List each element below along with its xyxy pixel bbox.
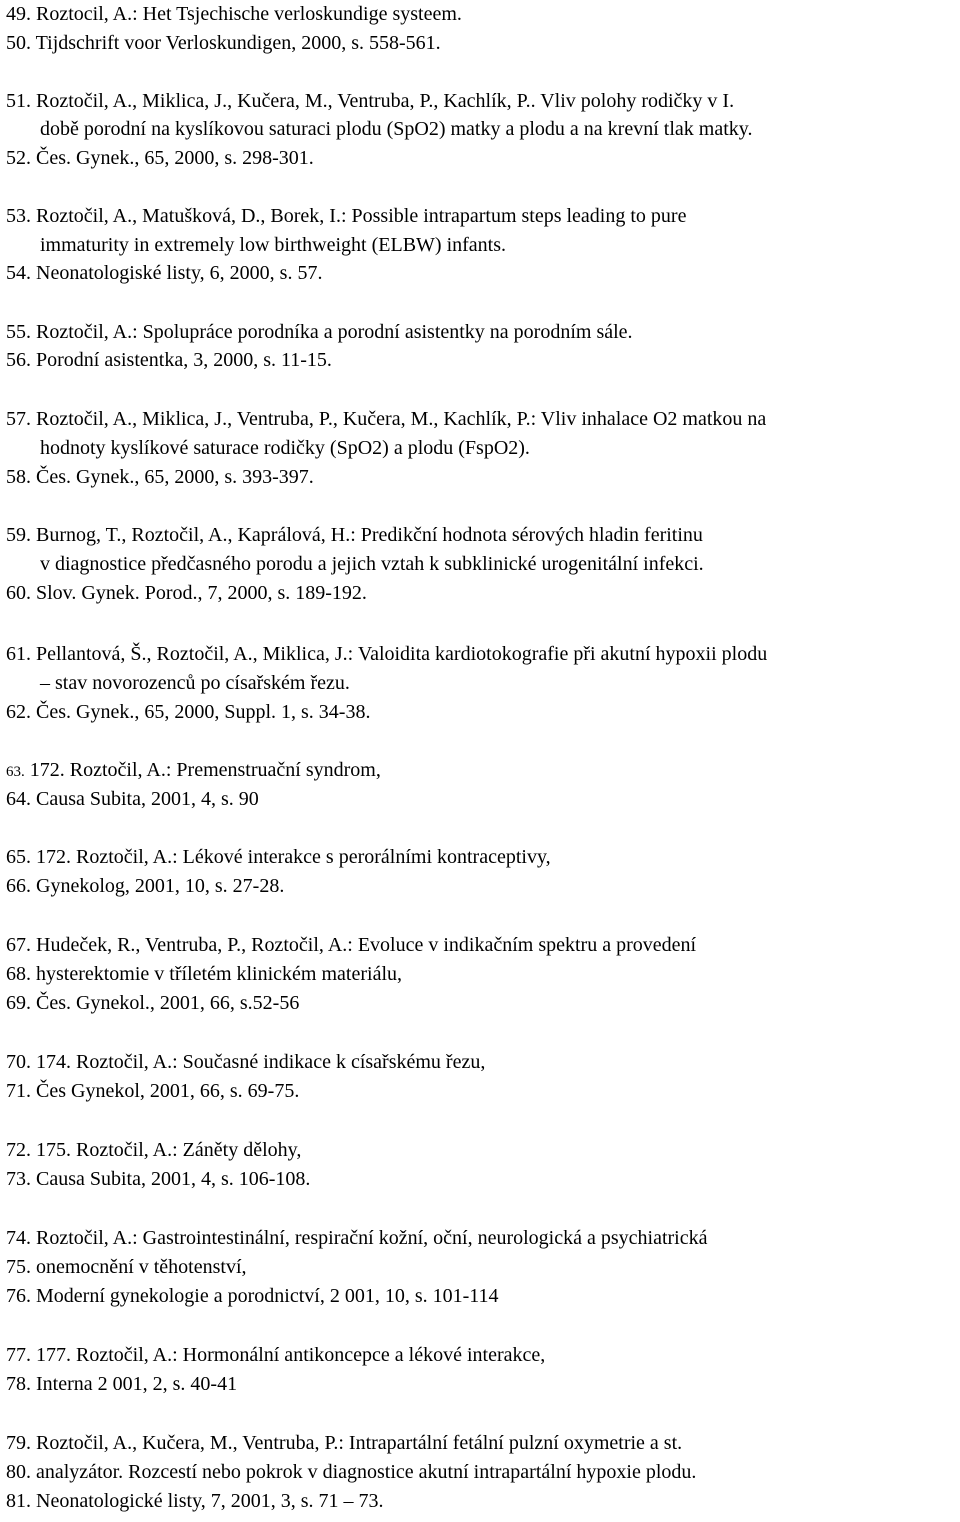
item-number: 57. <box>6 408 31 430</box>
item-number: 68. <box>6 963 31 985</box>
item-text: Causa Subita, 2001, 4, s. 90 <box>36 788 259 810</box>
list-item <box>6 31 441 55</box>
list-item <box>6 465 314 489</box>
item-text: Hudeček, R., Ventruba, P., Roztočil, A.: Evoluce v indikačním spektru a provedení <box>36 934 697 956</box>
list-item-continuation <box>40 233 506 257</box>
item-text: Causa Subita, 2001, 4, s. 106-108. <box>36 1168 311 1190</box>
item-text: Čes. Gynek., 65, 2000, s. 393-397. <box>36 466 314 488</box>
item-number: 56. <box>6 349 31 371</box>
item-number: 59. <box>6 524 31 546</box>
item-text: immaturity in extremely low birthweight (ELBW) infants. <box>40 234 507 256</box>
item-number: 72. <box>6 1139 31 1161</box>
item-number: 52. <box>6 147 31 169</box>
list-item-continuation <box>40 436 530 460</box>
item-number: 70. <box>6 1051 31 1073</box>
list-item <box>6 581 367 605</box>
item-number: 69. <box>6 992 31 1014</box>
list-item <box>6 1489 384 1513</box>
list-item <box>6 787 259 811</box>
list-item <box>6 1460 696 1484</box>
item-number: 63. <box>6 764 25 780</box>
list-item <box>6 1255 247 1279</box>
item-text: 172. Roztočil, A.: Premenstruační syndrom, <box>29 759 381 781</box>
item-number: 71. <box>6 1080 31 1102</box>
item-text: Interna 2 001, 2, s. 40-41 <box>36 1373 238 1395</box>
item-text: v diagnostice předčasného porodu a jejich vztah k subklinické urogenitální infekci. <box>40 553 704 575</box>
item-text: 175. Roztočil, A.: Záněty dělohy, <box>36 1139 302 1161</box>
item-text: hysterektomie v tříletém klinickém materiálu, <box>36 963 402 985</box>
item-text: onemocnění v těhotenství, <box>36 1256 247 1278</box>
list-item <box>6 146 314 170</box>
list-item <box>6 874 284 898</box>
item-number: 66. <box>6 875 31 897</box>
list-item <box>6 933 696 957</box>
item-number: 81. <box>6 1490 31 1512</box>
list-item <box>6 1167 310 1191</box>
item-number: 78. <box>6 1373 31 1395</box>
list-item <box>6 1343 545 1367</box>
item-number: 76. <box>6 1285 31 1307</box>
item-text: Roztočil, A.: Spolupráce porodníka a porodní asistentky na porodním sále. <box>36 321 633 343</box>
item-text: Tijdschrift voor Verloskundigen, 2000, s. 558-561. <box>35 32 441 54</box>
item-text: Neonatologiské listy, 6, 2000, s. 57. <box>36 262 323 284</box>
item-number: 77. <box>6 1344 31 1366</box>
item-text: analyzátor. Rozcestí nebo pokrok v diagnostice akutní intrapartální hypoxie plodu. <box>36 1461 697 1483</box>
item-number: 64. <box>6 788 31 810</box>
item-text: Burnog, T., Roztočil, A., Kaprálová, H.: Predikční hodnota sérových hladin feritinu <box>36 524 703 546</box>
list-item-continuation <box>40 117 752 141</box>
item-text: Roztočil, A., Matušková, D., Borek, I.: Possible intrapartum steps leading to pure <box>36 205 687 227</box>
list-item <box>6 1284 499 1308</box>
list-item <box>6 991 299 1015</box>
item-number: 74. <box>6 1227 31 1249</box>
item-text: 172. Roztočil, A.: Lékové interakce s perorálními kontraceptivy, <box>36 846 551 868</box>
item-number: 58. <box>6 466 31 488</box>
list-item <box>6 962 402 986</box>
item-text: Pellantová, Š., Roztočil, A., Miklica, J.: Valoidita kardiotokografie při akutní hypoxii plodu <box>36 643 768 665</box>
list-item <box>6 407 766 431</box>
list-item <box>6 2 462 26</box>
item-text: Čes. Gynek., 65, 2000, Suppl. 1, s. 34-38. <box>36 701 371 723</box>
item-text: Roztočil, A., Miklica, J., Ventruba, P., Kučera, M., Kachlík, P.: Vliv inhalace O2 matkou na <box>36 408 767 430</box>
list-item <box>6 320 633 344</box>
list-item <box>6 523 703 547</box>
item-text: Roztocil, A.: Het Tsjechische verloskundige systeem. <box>36 3 462 25</box>
item-text: Porodní asistentka, 3, 2000, s. 11-15. <box>36 349 332 371</box>
list-item <box>6 1138 301 1162</box>
item-number: 51. <box>6 90 31 112</box>
item-number: 79. <box>6 1432 31 1454</box>
list-item-continuation <box>40 671 350 695</box>
item-text: Roztočil, A., Kučera, M., Ventruba, P.: Intrapartální fetální pulzní oxymetrie a st. <box>36 1432 683 1454</box>
list-item <box>6 1431 682 1455</box>
list-item <box>6 1079 299 1103</box>
item-number: 80. <box>6 1461 31 1483</box>
item-number: 54. <box>6 262 31 284</box>
item-text: Neonatologické listy, 7, 2001, 3, s. 71 – 73. <box>36 1490 384 1512</box>
item-number: 73. <box>6 1168 31 1190</box>
item-text: Čes. Gynekol., 2001, 66, s.52-56 <box>36 992 300 1014</box>
item-text: Čes. Gynek., 65, 2000, s. 298-301. <box>36 147 314 169</box>
list-item <box>6 1372 237 1396</box>
list-item <box>6 1050 485 1074</box>
item-number: 53. <box>6 205 31 227</box>
item-number: 61. <box>6 643 31 665</box>
item-text: Slov. Gynek. Porod., 7, 2000, s. 189-192. <box>36 582 367 604</box>
item-text: Gynekolog, 2001, 10, s. 27-28. <box>36 875 285 897</box>
list-item <box>6 89 734 113</box>
item-text: hodnoty kyslíkové saturace rodičky (SpO2) a plodu (FspO2). <box>40 437 530 459</box>
list-item <box>6 642 767 666</box>
item-number: 60. <box>6 582 31 604</box>
item-number: 49. <box>6 3 31 25</box>
list-item <box>6 204 686 228</box>
item-text: Roztočil, A., Miklica, J., Kučera, M., Ventruba, P., Kachlík, P.. Vliv polohy rodičky v I. <box>36 90 735 112</box>
item-text: době porodní na kyslíkovou saturaci plodu (SpO2) matky a plodu a na krevní tlak matky. <box>40 118 753 140</box>
item-text: 177. Roztočil, A.: Hormonální antikoncepce a lékové interakce, <box>36 1344 546 1366</box>
list-item <box>6 700 370 724</box>
item-text: – stav novorozenců po císařském řezu. <box>40 672 350 694</box>
item-number: 55. <box>6 321 31 343</box>
item-number: 62. <box>6 701 31 723</box>
list-item <box>6 1226 707 1250</box>
item-text: 174. Roztočil, A.: Současné indikace k císařskému řezu, <box>36 1051 486 1073</box>
item-number: 65. <box>6 846 31 868</box>
list-item-continuation <box>40 552 704 576</box>
list-item <box>6 758 381 782</box>
item-number: 50. <box>6 32 31 54</box>
item-text: Roztočil, A.: Gastrointestinální, respirační kožní, oční, neurologická a psychiatrická <box>36 1227 708 1249</box>
item-text: Moderní gynekologie a porodnictví, 2 001, 10, s. 101-114 <box>36 1285 499 1307</box>
item-number: 67. <box>6 934 31 956</box>
list-item <box>6 845 551 869</box>
item-number: 75. <box>6 1256 31 1278</box>
list-item <box>6 348 332 372</box>
list-item <box>6 261 322 285</box>
item-text: Čes Gynekol, 2001, 66, s. 69-75. <box>36 1080 300 1102</box>
